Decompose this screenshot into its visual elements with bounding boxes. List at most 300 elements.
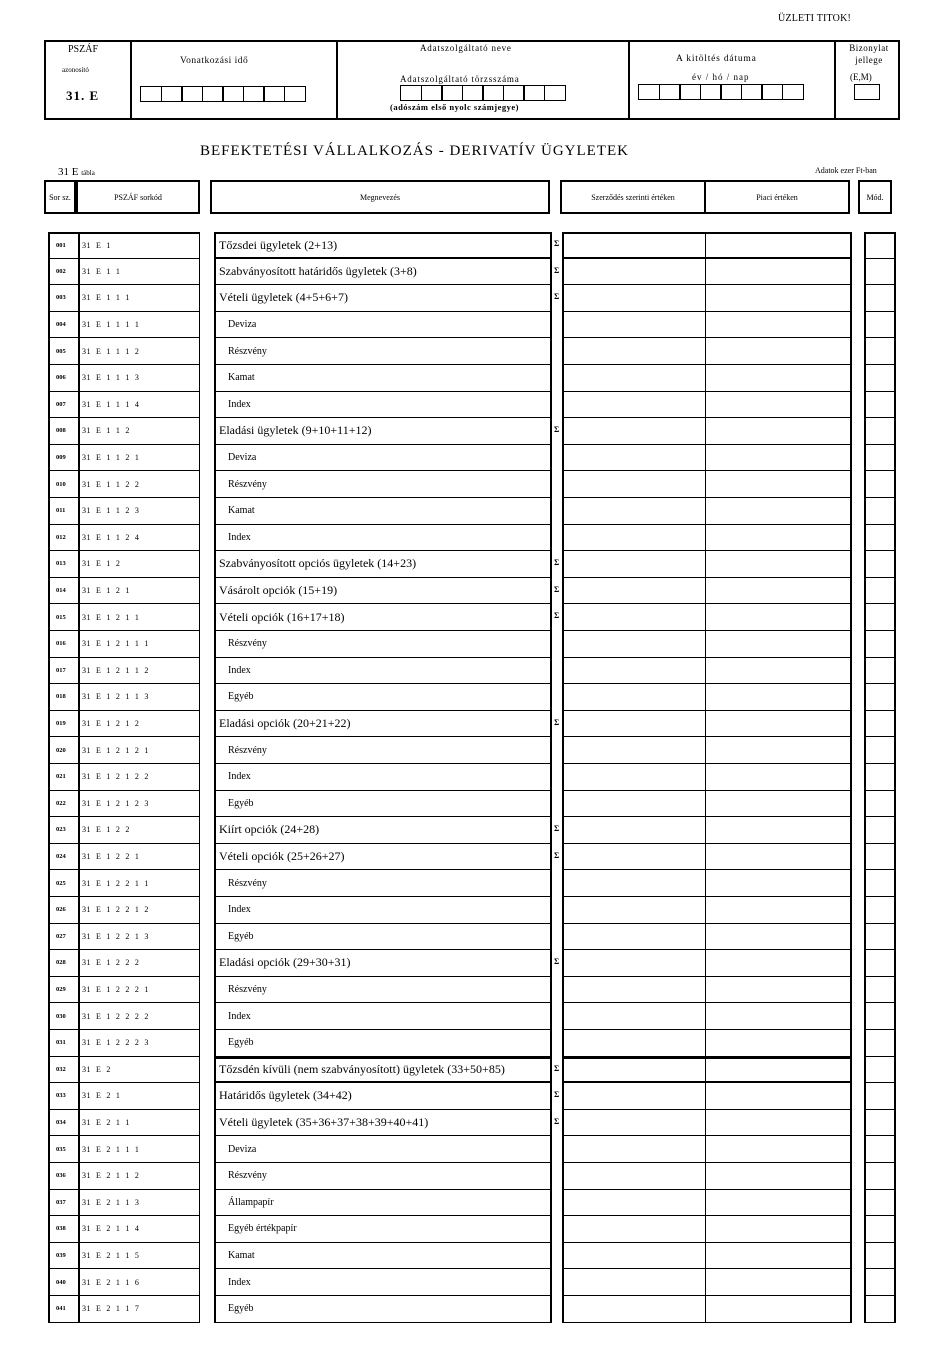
contract-value-input[interactable] bbox=[562, 711, 706, 738]
page-title: BEFEKTETÉSI VÁLLALKOZÁS - DERIVATÍV ÜGYLETEK bbox=[200, 143, 629, 159]
market-value-input[interactable] bbox=[706, 791, 852, 818]
row-code: 31 E 1 2 bbox=[80, 551, 200, 578]
contract-value-input[interactable] bbox=[562, 498, 706, 525]
mod-input[interactable] bbox=[864, 1057, 896, 1084]
row-number: 010 bbox=[48, 471, 80, 498]
row-number: 030 bbox=[48, 1003, 80, 1030]
table-row bbox=[48, 844, 898, 871]
mod-input[interactable] bbox=[864, 312, 896, 339]
confidential-label: ÜZLETI TITOK! bbox=[778, 13, 852, 24]
row-number: 008 bbox=[48, 418, 80, 445]
row-number: 007 bbox=[48, 392, 80, 419]
market-value-input[interactable] bbox=[706, 844, 852, 871]
market-value-input[interactable] bbox=[706, 338, 852, 365]
market-value-input[interactable] bbox=[706, 950, 852, 977]
contract-value-input[interactable] bbox=[562, 338, 706, 365]
contract-value-input[interactable] bbox=[562, 897, 706, 924]
sum-marker: Σ bbox=[554, 584, 560, 594]
mod-input[interactable] bbox=[864, 924, 896, 951]
row-code: 31 E 2 bbox=[80, 1057, 200, 1084]
mod-input[interactable] bbox=[864, 1190, 896, 1217]
mod-input[interactable] bbox=[864, 525, 896, 552]
mod-input[interactable] bbox=[864, 977, 896, 1004]
mod-input[interactable] bbox=[864, 365, 896, 392]
table-row bbox=[48, 711, 898, 738]
market-value-input[interactable] bbox=[706, 259, 852, 286]
market-value-input[interactable] bbox=[706, 232, 852, 259]
col-header-name: Megnevezés bbox=[210, 180, 550, 214]
sum-marker: Σ bbox=[554, 1090, 560, 1100]
table-row bbox=[48, 684, 898, 711]
table-row bbox=[48, 950, 898, 977]
row-code: 31 E 1 2 1 bbox=[80, 578, 200, 605]
table-row bbox=[48, 604, 898, 631]
sum-marker: Σ bbox=[554, 265, 560, 275]
contract-value-input[interactable] bbox=[562, 684, 706, 711]
market-value-input[interactable] bbox=[706, 418, 852, 445]
sum-marker: Σ bbox=[554, 717, 560, 727]
col-header-sor: Sor sz. bbox=[44, 180, 76, 214]
table-row bbox=[48, 312, 898, 339]
mod-input[interactable] bbox=[864, 471, 896, 498]
mod-input[interactable] bbox=[864, 232, 896, 259]
row-code: 31 E 1 bbox=[80, 232, 200, 259]
row-code: 31 E 1 1 2 1 bbox=[80, 445, 200, 472]
mod-input[interactable] bbox=[864, 1296, 896, 1323]
table-row bbox=[48, 498, 898, 525]
contract-value-input[interactable] bbox=[562, 977, 706, 1004]
provider-reg-label: Adatszolgáltató törzsszáma bbox=[400, 74, 520, 84]
row-number: 006 bbox=[48, 365, 80, 392]
row-code: 31 E 1 1 2 4 bbox=[80, 525, 200, 552]
row-code: 31 E 1 1 1 bbox=[80, 285, 200, 312]
sum-marker: Σ bbox=[554, 824, 560, 834]
provider-name-label: Adatszolgáltató neve bbox=[420, 43, 512, 53]
row-number: 015 bbox=[48, 604, 80, 631]
row-number: 004 bbox=[48, 312, 80, 339]
mod-input[interactable] bbox=[864, 737, 896, 764]
row-code: 31 E 2 1 1 6 bbox=[80, 1269, 200, 1296]
market-value-input[interactable] bbox=[706, 764, 852, 791]
market-value-input[interactable] bbox=[706, 604, 852, 631]
mod-input[interactable] bbox=[864, 604, 896, 631]
market-value-input[interactable] bbox=[706, 498, 852, 525]
table-row bbox=[48, 259, 898, 286]
table-row bbox=[48, 578, 898, 605]
contract-value-input[interactable] bbox=[562, 791, 706, 818]
row-number: 019 bbox=[48, 711, 80, 738]
mod-input[interactable] bbox=[864, 259, 896, 286]
table-row bbox=[48, 1083, 898, 1110]
row-number: 005 bbox=[48, 338, 80, 365]
contract-value-input[interactable] bbox=[562, 285, 706, 312]
row-code: 31 E 1 1 2 2 bbox=[80, 471, 200, 498]
row-name: Index bbox=[214, 525, 552, 552]
market-value-input[interactable] bbox=[706, 1163, 852, 1190]
market-value-input[interactable] bbox=[706, 1110, 852, 1137]
row-code: 31 E 1 2 2 1 2 bbox=[80, 897, 200, 924]
row-number: 028 bbox=[48, 950, 80, 977]
row-number: 034 bbox=[48, 1110, 80, 1137]
contract-value-input[interactable] bbox=[562, 604, 706, 631]
row-code: 31 E 1 1 1 2 bbox=[80, 338, 200, 365]
row-name: Index bbox=[214, 1269, 552, 1296]
table-row bbox=[48, 764, 898, 791]
market-value-input[interactable] bbox=[706, 737, 852, 764]
mod-input[interactable] bbox=[864, 1269, 896, 1296]
row-code: 31 E 1 2 2 2 2 bbox=[80, 1003, 200, 1030]
table-row bbox=[48, 471, 898, 498]
mod-input[interactable] bbox=[864, 1083, 896, 1110]
market-value-input[interactable] bbox=[706, 1296, 852, 1323]
mod-input[interactable] bbox=[864, 711, 896, 738]
azonosito-label: azonosító bbox=[62, 66, 89, 74]
row-number: 026 bbox=[48, 897, 80, 924]
row-name: Részvény bbox=[214, 737, 552, 764]
row-code: 31 E 1 2 2 bbox=[80, 817, 200, 844]
table-row bbox=[48, 1190, 898, 1217]
row-code: 31 E 1 1 1 3 bbox=[80, 365, 200, 392]
row-number: 027 bbox=[48, 924, 80, 951]
document-type-label: Bizonylat jellege bbox=[849, 43, 889, 65]
document-type-input[interactable] bbox=[854, 84, 880, 100]
market-value-input[interactable] bbox=[706, 1003, 852, 1030]
mod-input[interactable] bbox=[864, 498, 896, 525]
row-name: Eladási opciók (29+30+31) bbox=[214, 950, 552, 977]
contract-value-input[interactable] bbox=[562, 1057, 706, 1084]
table-row bbox=[48, 870, 898, 897]
row-name: Szabványosított határidős ügyletek (3+8) bbox=[214, 259, 552, 286]
row-code: 31 E 2 1 1 4 bbox=[80, 1216, 200, 1243]
row-number: 016 bbox=[48, 631, 80, 658]
row-name: Részvény bbox=[214, 471, 552, 498]
mod-input[interactable] bbox=[864, 870, 896, 897]
contract-value-input[interactable] bbox=[562, 1110, 706, 1137]
row-name: Vételi opciók (25+26+27) bbox=[214, 844, 552, 871]
mod-input[interactable] bbox=[864, 1110, 896, 1137]
mod-input[interactable] bbox=[864, 1163, 896, 1190]
row-code: 31 E 2 1 1 5 bbox=[80, 1243, 200, 1270]
row-code: 31 E 1 2 1 1 1 bbox=[80, 631, 200, 658]
col-header-mod: Mód. bbox=[858, 180, 892, 214]
contract-value-input[interactable] bbox=[562, 844, 706, 871]
row-code: 31 E 1 2 1 1 3 bbox=[80, 684, 200, 711]
row-number: 036 bbox=[48, 1163, 80, 1190]
table-row bbox=[48, 924, 898, 951]
table-row bbox=[48, 338, 898, 365]
mod-input[interactable] bbox=[864, 897, 896, 924]
table-row bbox=[48, 1003, 898, 1030]
contract-value-input[interactable] bbox=[562, 631, 706, 658]
row-number: 011 bbox=[48, 498, 80, 525]
market-value-input[interactable] bbox=[706, 1216, 852, 1243]
market-value-input[interactable] bbox=[706, 658, 852, 685]
table-row bbox=[48, 791, 898, 818]
contract-value-input[interactable] bbox=[562, 232, 706, 259]
contract-value-input[interactable] bbox=[562, 1269, 706, 1296]
row-number: 013 bbox=[48, 551, 80, 578]
contract-value-input[interactable] bbox=[562, 870, 706, 897]
table-label: 31 E tábla bbox=[58, 166, 95, 178]
row-name: Vételi ügyletek (35+36+37+38+39+40+41) bbox=[214, 1110, 552, 1137]
table-row bbox=[48, 525, 898, 552]
contract-value-input[interactable] bbox=[562, 1163, 706, 1190]
contract-value-input[interactable] bbox=[562, 365, 706, 392]
mod-input[interactable] bbox=[864, 844, 896, 871]
market-value-input[interactable] bbox=[706, 1030, 852, 1057]
row-number: 014 bbox=[48, 578, 80, 605]
market-value-input[interactable] bbox=[706, 817, 852, 844]
table-row bbox=[48, 977, 898, 1004]
sum-marker: Σ bbox=[554, 1063, 560, 1073]
row-code: 31 E 1 1 1 4 bbox=[80, 392, 200, 419]
row-name: Tőzsdén kívüli (nem szabványosított) ügyletek (33+50+85) bbox=[214, 1057, 552, 1084]
mod-input[interactable] bbox=[864, 631, 896, 658]
row-name: Index bbox=[214, 392, 552, 419]
market-value-input[interactable] bbox=[706, 365, 852, 392]
mod-input[interactable] bbox=[864, 1216, 896, 1243]
row-name: Vételi opciók (16+17+18) bbox=[214, 604, 552, 631]
row-number: 040 bbox=[48, 1269, 80, 1296]
table-row bbox=[48, 1057, 898, 1084]
table-row bbox=[48, 285, 898, 312]
row-number: 018 bbox=[48, 684, 80, 711]
mod-input[interactable] bbox=[864, 551, 896, 578]
market-value-input[interactable] bbox=[706, 285, 852, 312]
fill-date-label: A kitöltés dátuma bbox=[676, 54, 757, 64]
row-code: 31 E 1 2 1 1 2 bbox=[80, 658, 200, 685]
row-number: 035 bbox=[48, 1136, 80, 1163]
row-number: 009 bbox=[48, 445, 80, 472]
row-code: 31 E 2 1 1 2 bbox=[80, 1163, 200, 1190]
table-row bbox=[48, 897, 898, 924]
row-number: 032 bbox=[48, 1057, 80, 1084]
row-name: Vételi ügyletek (4+5+6+7) bbox=[214, 285, 552, 312]
market-value-input[interactable] bbox=[706, 1190, 852, 1217]
row-code: 31 E 1 2 2 2 1 bbox=[80, 977, 200, 1004]
contract-value-input[interactable] bbox=[562, 578, 706, 605]
contract-value-input[interactable] bbox=[562, 418, 706, 445]
table-row bbox=[48, 817, 898, 844]
row-code: 31 E 1 2 2 1 3 bbox=[80, 924, 200, 951]
row-name: Kamat bbox=[214, 1243, 552, 1270]
contract-value-input[interactable] bbox=[562, 1296, 706, 1323]
row-code: 31 E 1 1 2 3 bbox=[80, 498, 200, 525]
sum-marker: Σ bbox=[554, 1116, 560, 1126]
provider-reg-input[interactable] bbox=[400, 85, 564, 101]
provider-reg-note: (adószám első nyolc számjegye) bbox=[390, 102, 520, 112]
row-name: Határidős ügyletek (34+42) bbox=[214, 1083, 552, 1110]
row-code: 31 E 1 1 bbox=[80, 259, 200, 286]
row-number: 039 bbox=[48, 1243, 80, 1270]
market-value-input[interactable] bbox=[706, 897, 852, 924]
row-name: Index bbox=[214, 764, 552, 791]
contract-value-input[interactable] bbox=[562, 658, 706, 685]
row-number: 001 bbox=[48, 232, 80, 259]
mod-input[interactable] bbox=[864, 1003, 896, 1030]
contract-value-input[interactable] bbox=[562, 764, 706, 791]
row-number: 031 bbox=[48, 1030, 80, 1057]
sum-marker: Σ bbox=[554, 850, 560, 860]
row-number: 020 bbox=[48, 737, 80, 764]
row-code: 31 E 2 1 bbox=[80, 1083, 200, 1110]
sum-marker: Σ bbox=[554, 239, 560, 248]
table-row bbox=[48, 737, 898, 764]
contract-value-input[interactable] bbox=[562, 817, 706, 844]
market-value-input[interactable] bbox=[706, 711, 852, 738]
row-code: 31 E 1 2 1 2 2 bbox=[80, 764, 200, 791]
market-value-input[interactable] bbox=[706, 551, 852, 578]
row-name: Részvény bbox=[214, 631, 552, 658]
row-name: Kamat bbox=[214, 365, 552, 392]
table-row bbox=[48, 232, 898, 259]
market-value-input[interactable] bbox=[706, 1057, 852, 1084]
contract-value-input[interactable] bbox=[562, 924, 706, 951]
contract-value-input[interactable] bbox=[562, 1243, 706, 1270]
mod-input[interactable] bbox=[864, 950, 896, 977]
sum-marker: Σ bbox=[554, 292, 560, 302]
table-row bbox=[48, 1296, 898, 1323]
market-value-input[interactable] bbox=[706, 471, 852, 498]
market-value-input[interactable] bbox=[706, 924, 852, 951]
contract-value-input[interactable] bbox=[562, 312, 706, 339]
market-value-input[interactable] bbox=[706, 870, 852, 897]
row-code: 31 E 2 1 1 7 bbox=[80, 1296, 200, 1323]
contract-value-input[interactable] bbox=[562, 1216, 706, 1243]
mod-input[interactable] bbox=[864, 392, 896, 419]
row-name: Részvény bbox=[214, 870, 552, 897]
mod-input[interactable] bbox=[864, 1030, 896, 1057]
row-number: 033 bbox=[48, 1083, 80, 1110]
table-row bbox=[48, 551, 898, 578]
contract-value-input[interactable] bbox=[562, 1190, 706, 1217]
row-number: 017 bbox=[48, 658, 80, 685]
table-row bbox=[48, 1216, 898, 1243]
row-number: 023 bbox=[48, 817, 80, 844]
sum-marker: Σ bbox=[554, 425, 560, 435]
mod-input[interactable] bbox=[864, 1136, 896, 1163]
contract-value-input[interactable] bbox=[562, 1030, 706, 1057]
row-name: Részvény bbox=[214, 1163, 552, 1190]
row-name: Kiírt opciók (24+28) bbox=[214, 817, 552, 844]
mod-input[interactable] bbox=[864, 578, 896, 605]
mod-input[interactable] bbox=[864, 764, 896, 791]
market-value-input[interactable] bbox=[706, 1243, 852, 1270]
table-row bbox=[48, 1163, 898, 1190]
row-name: Részvény bbox=[214, 338, 552, 365]
contract-value-input[interactable] bbox=[562, 392, 706, 419]
market-value-input[interactable] bbox=[706, 525, 852, 552]
row-name: Egyéb bbox=[214, 791, 552, 818]
contract-value-input[interactable] bbox=[562, 950, 706, 977]
row-name: Deviza bbox=[214, 1136, 552, 1163]
row-name: Eladási opciók (20+21+22) bbox=[214, 711, 552, 738]
table-row bbox=[48, 658, 898, 685]
row-number: 037 bbox=[48, 1190, 80, 1217]
contract-value-input[interactable] bbox=[562, 445, 706, 472]
sum-marker: Σ bbox=[554, 558, 560, 568]
contract-value-input[interactable] bbox=[562, 525, 706, 552]
col-header-contract: Szerződés szerinti értéken bbox=[560, 180, 706, 214]
market-value-input[interactable] bbox=[706, 977, 852, 1004]
contract-value-input[interactable] bbox=[562, 1083, 706, 1110]
contract-value-input[interactable] bbox=[562, 471, 706, 498]
row-name: Vásárolt opciók (15+19) bbox=[214, 578, 552, 605]
contract-value-input[interactable] bbox=[562, 1136, 706, 1163]
row-number: 025 bbox=[48, 870, 80, 897]
col-header-market: Piaci értéken bbox=[704, 180, 850, 214]
market-value-input[interactable] bbox=[706, 312, 852, 339]
row-code: 31 E 1 2 2 2 3 bbox=[80, 1030, 200, 1057]
col-header-code: PSZÁF sorkód bbox=[76, 180, 200, 214]
market-value-input[interactable] bbox=[706, 445, 852, 472]
row-code: 31 E 2 1 1 3 bbox=[80, 1190, 200, 1217]
contract-value-input[interactable] bbox=[562, 551, 706, 578]
row-number: 024 bbox=[48, 844, 80, 871]
document-type-options: (E,M) bbox=[850, 72, 872, 82]
table-row bbox=[48, 445, 898, 472]
table-row bbox=[48, 1030, 898, 1057]
table-row bbox=[48, 392, 898, 419]
mod-input[interactable] bbox=[864, 445, 896, 472]
market-value-input[interactable] bbox=[706, 1136, 852, 1163]
row-name: Index bbox=[214, 897, 552, 924]
sum-marker: Σ bbox=[554, 611, 560, 621]
mod-input[interactable] bbox=[864, 684, 896, 711]
mod-input[interactable] bbox=[864, 817, 896, 844]
table-row bbox=[48, 1110, 898, 1137]
row-name: Állampapír bbox=[214, 1190, 552, 1217]
market-value-input[interactable] bbox=[706, 392, 852, 419]
row-code: 31 E 2 1 1 bbox=[80, 1110, 200, 1137]
mod-input[interactable] bbox=[864, 338, 896, 365]
contract-value-input[interactable] bbox=[562, 1003, 706, 1030]
contract-value-input[interactable] bbox=[562, 737, 706, 764]
row-number: 041 bbox=[48, 1296, 80, 1323]
market-value-input[interactable] bbox=[706, 1269, 852, 1296]
reference-period-label: Vonatkozási idő bbox=[180, 56, 249, 66]
mod-input[interactable] bbox=[864, 285, 896, 312]
mod-input[interactable] bbox=[864, 658, 896, 685]
mod-input[interactable] bbox=[864, 1243, 896, 1270]
market-value-input[interactable] bbox=[706, 578, 852, 605]
reference-period-input[interactable] bbox=[140, 86, 304, 102]
market-value-input[interactable] bbox=[706, 684, 852, 711]
row-name: Kamat bbox=[214, 498, 552, 525]
row-code: 31 E 1 1 2 bbox=[80, 418, 200, 445]
market-value-input[interactable] bbox=[706, 1083, 852, 1110]
fill-date-input[interactable] bbox=[638, 84, 802, 100]
row-code: 31 E 2 1 1 1 bbox=[80, 1136, 200, 1163]
contract-value-input[interactable] bbox=[562, 259, 706, 286]
units-note: Adatok ezer Ft-ban bbox=[815, 166, 877, 175]
row-code: 31 E 1 2 1 2 1 bbox=[80, 737, 200, 764]
row-name: Index bbox=[214, 1003, 552, 1030]
row-name: Tőzsdei ügyletek (2+13) bbox=[214, 232, 552, 259]
sum-marker: Σ bbox=[554, 957, 560, 967]
row-name: Egyéb bbox=[214, 1030, 552, 1057]
row-name: Index bbox=[214, 658, 552, 685]
row-code: 31 E 1 1 1 1 bbox=[80, 312, 200, 339]
form-code: 31. E bbox=[66, 88, 100, 103]
row-number: 003 bbox=[48, 285, 80, 312]
mod-input[interactable] bbox=[864, 418, 896, 445]
market-value-input[interactable] bbox=[706, 631, 852, 658]
row-name: Részvény bbox=[214, 977, 552, 1004]
mod-input[interactable] bbox=[864, 791, 896, 818]
row-number: 021 bbox=[48, 764, 80, 791]
row-name: Egyéb bbox=[214, 924, 552, 951]
